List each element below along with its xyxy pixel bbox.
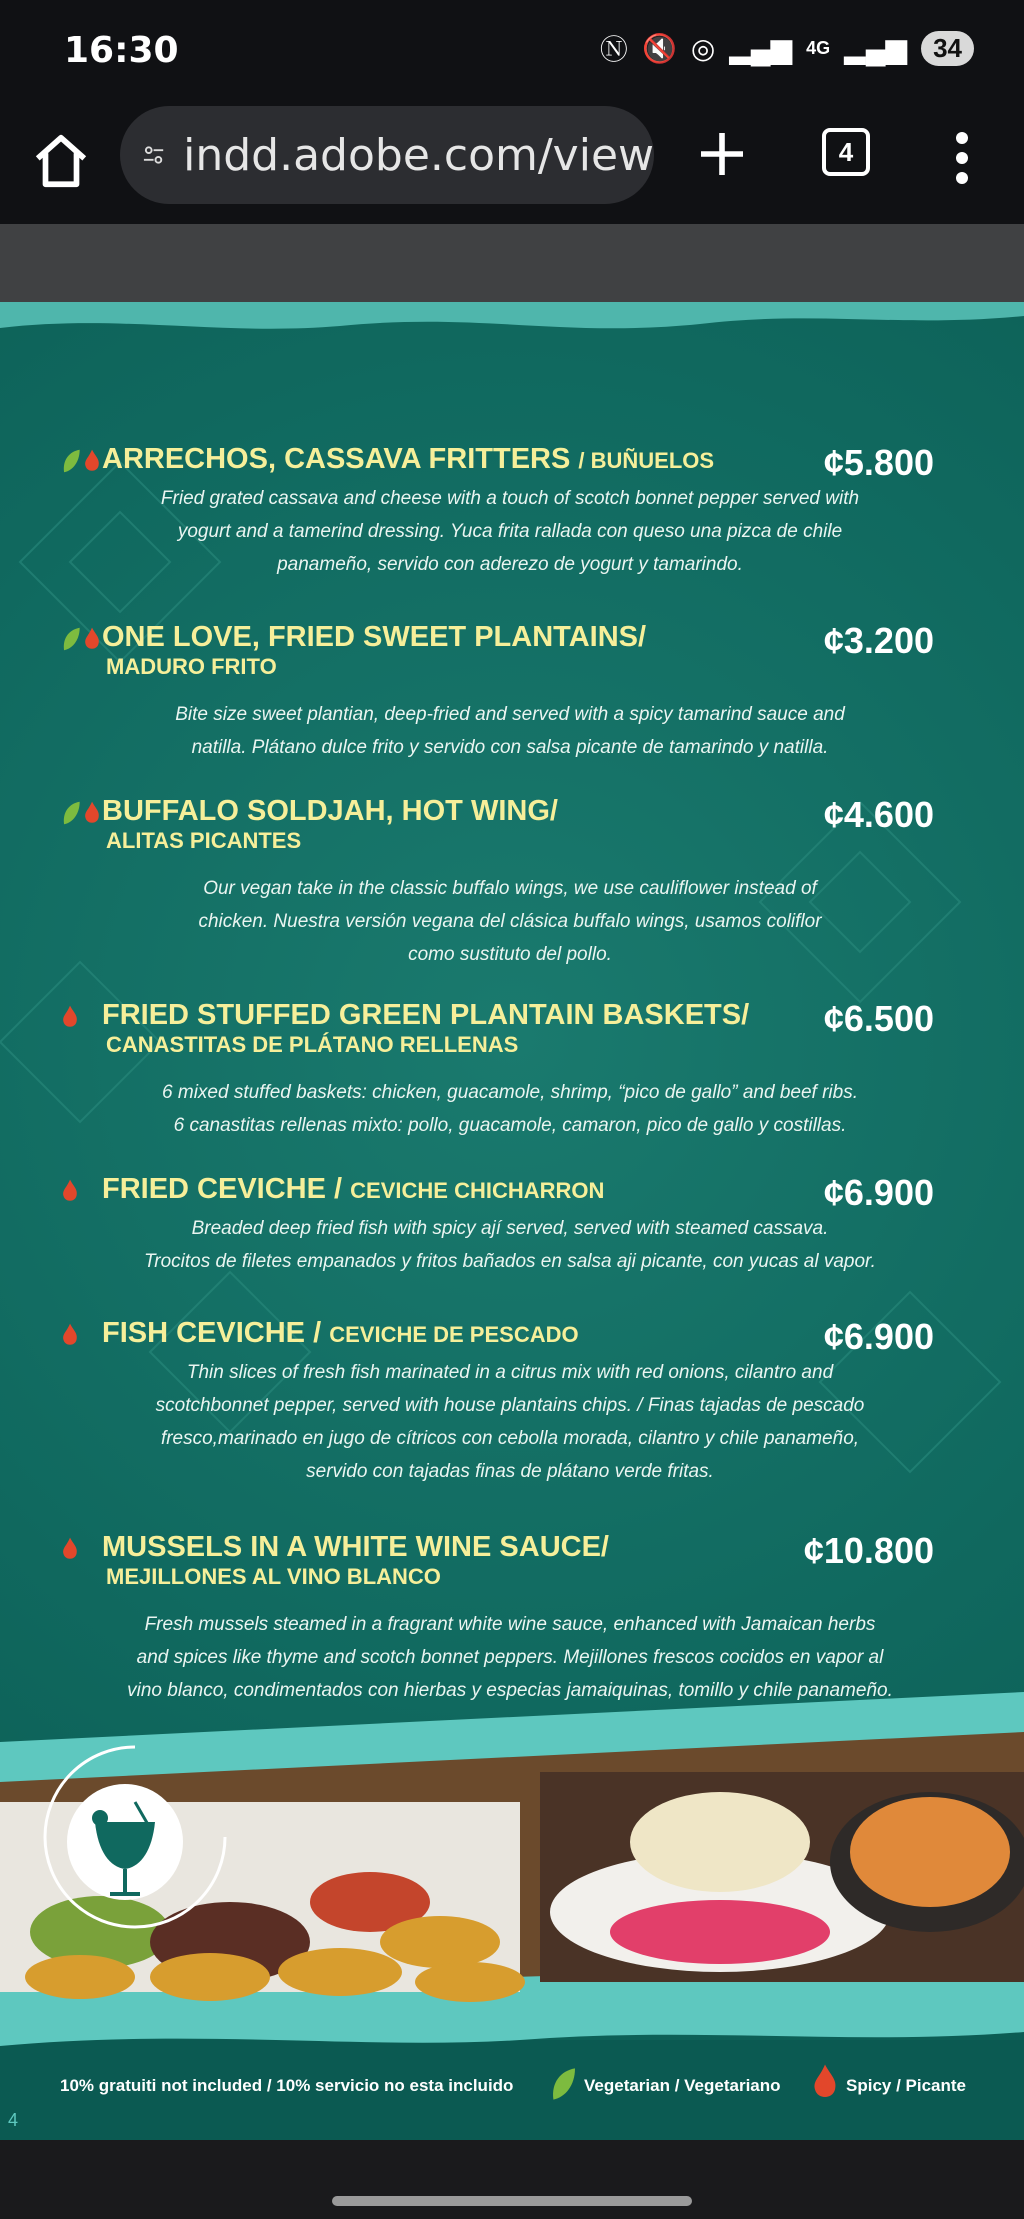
item-price: ¢5.800 xyxy=(823,442,934,483)
spicy-chili-icon xyxy=(60,1004,80,1030)
item-subtitle: MADURO FRITO xyxy=(106,654,277,679)
item-description xyxy=(60,482,960,581)
description-line: Breaded deep fried fish with spicy ají served, served with steamed cassava. xyxy=(191,1218,829,1239)
status-bar xyxy=(0,0,1024,100)
address-bar[interactable] xyxy=(120,106,654,204)
drink-logo-icon xyxy=(30,1732,240,1942)
spicy-chili-icon xyxy=(82,626,102,652)
description-line: Trocitos de filetes empanados y fritos bañados en salsa aji picante, con yucas al vapor. xyxy=(144,1251,876,1272)
item-name-suffix: / BUÑUELOS xyxy=(578,448,715,473)
item-name: FRIED STUFFED GREEN PLANTAIN BASKETS/ xyxy=(102,999,750,1031)
item-description xyxy=(60,1076,960,1142)
description-line: como sustituto del pollo. xyxy=(408,944,612,965)
diet-icons xyxy=(60,1536,80,1562)
description-line: scotchbonnet pepper, served with house plantains chips. / Finas tajadas de pescado xyxy=(155,1395,865,1416)
item-price: ¢4.600 xyxy=(823,794,934,835)
nfc-icon: Ⓝ xyxy=(599,34,628,65)
description-line: vino blanco, condimentados con hierbas y especias jamaiquinas, tomillo y chile panameño. xyxy=(127,1680,893,1701)
item-description xyxy=(60,1212,960,1278)
page-number: 4 xyxy=(8,2110,19,2130)
hotspot-icon: ◎ xyxy=(690,32,716,64)
description-line: Bite size sweet plantian, deep-fried and served with a spicy tamarind sauce and xyxy=(175,704,845,725)
description-line: chicken. Nuestra versión vegana del clásica buffalo wings, usamos coliflor xyxy=(198,911,822,932)
signal-icon: ▂▄▆ xyxy=(729,32,793,64)
description-line: Thin slices of fresh fish marinated in a citrus mix with red onions, cilantro and xyxy=(186,1362,834,1383)
item-description xyxy=(60,872,960,971)
spicy-chili-icon xyxy=(810,2062,840,2102)
signal-icon-2: ▂▄▆ xyxy=(844,32,908,64)
mute-icon: 🔇 xyxy=(641,32,677,64)
spicy-chili-icon xyxy=(60,1178,80,1204)
item-price: ¢10.800 xyxy=(803,1530,934,1571)
item-name-suffix: CEVICHE CHICHARRON xyxy=(350,1178,605,1203)
diet-icons xyxy=(60,1178,80,1204)
item-title xyxy=(102,1316,579,1352)
spicy-chili-icon xyxy=(60,1536,80,1562)
vegetarian-leaf-icon xyxy=(548,2066,578,2102)
item-name: ARRECHOS, CASSAVA FRITTERS xyxy=(102,443,571,475)
description-line: natilla. Plátano dulce frito y servido con salsa picante de tamarindo y natilla. xyxy=(191,737,829,758)
diet-icons xyxy=(60,800,102,826)
item-price: ¢6.500 xyxy=(823,998,934,1039)
item-description xyxy=(60,698,960,764)
menu-footer xyxy=(0,2040,1024,2140)
item-title xyxy=(102,1530,609,1566)
diet-icons xyxy=(60,626,102,652)
description-line: panameño, servido con aderezo de yogurt y tamarindo. xyxy=(277,554,743,575)
spicy-chili-icon xyxy=(60,1322,80,1348)
vegetarian-leaf-icon xyxy=(60,800,82,826)
description-line: Fried grated cassava and cheese with a touch of scotch bonnet pepper served with xyxy=(160,488,860,509)
status-time: 16:30 xyxy=(64,30,179,71)
item-price: ¢6.900 xyxy=(823,1172,934,1213)
item-title xyxy=(102,794,558,830)
system-nav-bar xyxy=(0,2140,1024,2219)
item-name: MUSSELS IN A WHITE WINE SAUCE/ xyxy=(102,1531,609,1563)
item-name: BUFFALO SOLDJAH, HOT WING/ xyxy=(102,795,558,827)
item-subtitle: MEJILLONES AL VINO BLANCO xyxy=(106,1564,441,1589)
battery-indicator: 34 xyxy=(921,31,974,66)
page-margin xyxy=(0,224,1024,302)
description-line: servido con tajadas finas de plátano verde fritas. xyxy=(306,1461,714,1482)
item-title xyxy=(102,620,646,656)
gesture-handle[interactable] xyxy=(332,2196,692,2206)
description-line: and spices like thyme and scotch bonnet peppers. Mejillones frescos cocidos en vapor al xyxy=(136,1647,884,1668)
item-title xyxy=(102,442,714,478)
network-type: 4G xyxy=(806,37,831,58)
site-settings-icon[interactable] xyxy=(142,135,165,175)
item-description xyxy=(60,1356,960,1488)
description-line: yogurt and a tamerind dressing. Yuca frita rallada con queso una pizca de chile xyxy=(177,521,843,542)
vegetarian-leaf-icon xyxy=(60,448,82,474)
item-price: ¢3.200 xyxy=(823,620,934,661)
spicy-chili-icon xyxy=(82,800,102,826)
item-subtitle: CANASTITAS DE PLÁTANO RELLENAS xyxy=(106,1032,519,1057)
spicy-legend: Spicy / Picante xyxy=(846,2076,966,2095)
vegetarian-leaf-icon xyxy=(60,626,82,652)
description-line: Fresh mussels steamed in a fragrant white wine sauce, enhanced with Jamaican herbs xyxy=(144,1614,876,1635)
diet-icons xyxy=(60,1004,80,1030)
new-tab-icon[interactable] xyxy=(694,126,750,182)
item-price: ¢6.900 xyxy=(823,1316,934,1357)
diet-icons xyxy=(60,1322,80,1348)
item-title xyxy=(102,998,749,1034)
item-title xyxy=(102,1172,604,1208)
item-name: FISH CEVICHE / xyxy=(102,1317,322,1349)
more-menu-icon[interactable] xyxy=(948,128,976,188)
tab-switcher-button[interactable]: 4 xyxy=(822,128,870,176)
diet-icons xyxy=(60,448,102,474)
item-name: ONE LOVE, FRIED SWEET PLANTAINS/ xyxy=(102,621,647,653)
item-subtitle: ALITAS PICANTES xyxy=(106,828,302,853)
menu-page xyxy=(0,302,1024,2140)
spicy-chili-icon xyxy=(82,448,102,474)
item-name-suffix: CEVICHE DE PESCADO xyxy=(329,1322,579,1347)
home-icon[interactable] xyxy=(30,130,92,192)
browser-toolbar xyxy=(0,100,1024,224)
brush-stroke-bottom xyxy=(0,2002,1024,2052)
description-line: 6 canastitas rellenas mixto: pollo, guacamole, camaron, pico de gallo y costillas. xyxy=(173,1115,847,1136)
description-line: Our vegan take in the classic buffalo wings, we use cauliflower instead of xyxy=(203,878,817,899)
description-line: fresco,marinado en jugo de cítricos con cebolla morada, cilantro y chile panameño, xyxy=(160,1428,860,1449)
description-line: 6 mixed stuffed baskets: chicken, guacamole, shrimp, “pico de gallo” and beef ribs. xyxy=(162,1082,858,1103)
status-icons xyxy=(600,28,974,68)
vegetarian-legend: Vegetarian / Vegetariano xyxy=(584,2076,781,2095)
item-name: FRIED CEVICHE / xyxy=(102,1173,343,1205)
gratuity-note: 10% gratuiti not included / 10% servicio no esta incluido xyxy=(60,2076,514,2095)
url-text: indd.adobe.com/view xyxy=(183,129,654,181)
